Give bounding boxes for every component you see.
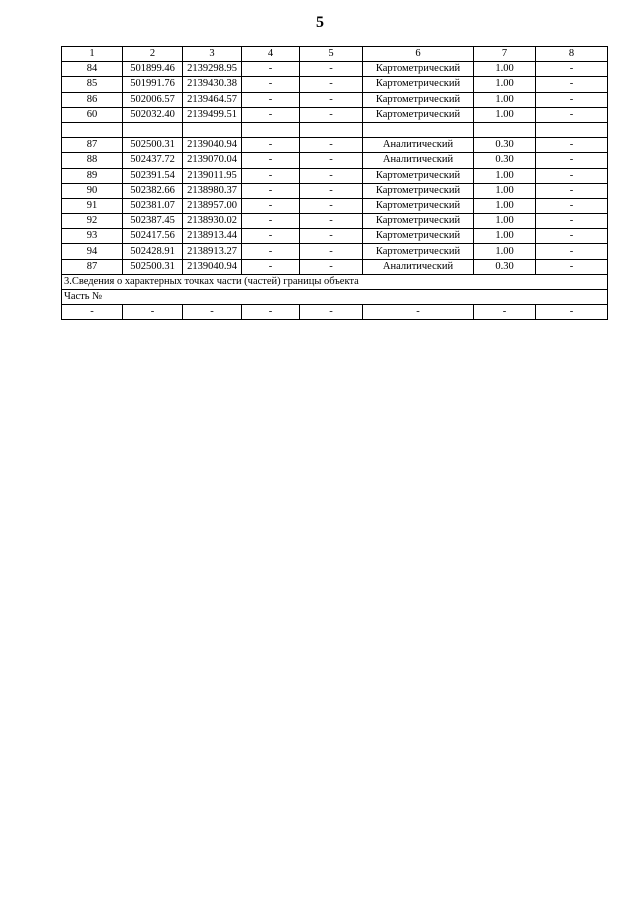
table-cell: - xyxy=(242,259,300,274)
table-cell: - xyxy=(536,92,608,107)
table-cell: 92 xyxy=(62,214,123,229)
table-cell: - xyxy=(242,77,300,92)
coordinates-table-body xyxy=(62,47,608,320)
empty-cell xyxy=(242,122,300,137)
table-row xyxy=(62,107,608,122)
header-cell: 4 xyxy=(242,47,300,62)
table-cell: - xyxy=(300,244,363,259)
table-cell: 0.30 xyxy=(474,138,536,153)
table-cell: 2139040.94 xyxy=(183,138,242,153)
table-cell: 93 xyxy=(62,229,123,244)
empty-cell xyxy=(183,122,242,137)
empty-cell xyxy=(474,122,536,137)
table-cell: 2139464.57 xyxy=(183,92,242,107)
table-row xyxy=(62,259,608,274)
table-cell: 1.00 xyxy=(474,183,536,198)
table-cell: - xyxy=(242,198,300,213)
section-title: 3.Сведения о характерных точках части (частей) границы объекта xyxy=(62,274,608,289)
table-cell: - xyxy=(242,107,300,122)
table-cell: - xyxy=(300,183,363,198)
header-cell: 3 xyxy=(183,47,242,62)
page-number: 5 xyxy=(316,14,324,31)
table-cell: 60 xyxy=(62,107,123,122)
table-cell: - xyxy=(242,168,300,183)
table-cell: - xyxy=(300,198,363,213)
table-cell: Картометрический xyxy=(363,168,474,183)
table-cell: Картометрический xyxy=(363,198,474,213)
table-cell: - xyxy=(300,92,363,107)
table-cell: 87 xyxy=(62,259,123,274)
table-cell: 2138913.27 xyxy=(183,244,242,259)
table-cell: - xyxy=(242,183,300,198)
table-cell: 1.00 xyxy=(474,77,536,92)
table-cell: - xyxy=(536,198,608,213)
table-cell: - xyxy=(536,77,608,92)
table-cell: 94 xyxy=(62,244,123,259)
table-cell: 1.00 xyxy=(474,198,536,213)
table-cell: 1.00 xyxy=(474,229,536,244)
empty-cell xyxy=(62,122,123,137)
table-cell: 86 xyxy=(62,92,123,107)
table-cell: 2138957.00 xyxy=(183,198,242,213)
table-cell: 1.00 xyxy=(474,62,536,77)
table-cell: - xyxy=(300,259,363,274)
table-cell: 2139040.94 xyxy=(183,259,242,274)
table-cell: 2139499.51 xyxy=(183,107,242,122)
table-cell: 1.00 xyxy=(474,168,536,183)
table-cell: - xyxy=(536,229,608,244)
table-cell: 502500.31 xyxy=(123,259,183,274)
table-cell: - xyxy=(300,138,363,153)
table-cell: 2139298.95 xyxy=(183,62,242,77)
table-cell: - xyxy=(536,107,608,122)
table-cell: - xyxy=(536,244,608,259)
table-row xyxy=(62,214,608,229)
table-cell: 502391.54 xyxy=(123,168,183,183)
table-cell: - xyxy=(536,259,608,274)
table-cell: Картометрический xyxy=(363,107,474,122)
table-cell: Аналитический xyxy=(363,259,474,274)
table-cell: - xyxy=(242,92,300,107)
table-cell: - xyxy=(300,305,363,320)
table-cell: - xyxy=(536,138,608,153)
table-cell: 502382.66 xyxy=(123,183,183,198)
table-cell: - xyxy=(242,305,300,320)
table-cell: - xyxy=(474,305,536,320)
header-row xyxy=(62,47,608,62)
table-cell: 1.00 xyxy=(474,107,536,122)
table-cell: 91 xyxy=(62,198,123,213)
table-cell: - xyxy=(300,77,363,92)
table-cell: 1.00 xyxy=(474,214,536,229)
table-cell: - xyxy=(300,168,363,183)
table-cell: - xyxy=(300,62,363,77)
table-cell: 502437.72 xyxy=(123,153,183,168)
table-cell: - xyxy=(536,183,608,198)
table-cell: - xyxy=(242,229,300,244)
header-cell: 5 xyxy=(300,47,363,62)
table-cell: Картометрический xyxy=(363,229,474,244)
table-cell: 502032.40 xyxy=(123,107,183,122)
table-cell: - xyxy=(123,305,183,320)
table-cell: Аналитический xyxy=(363,138,474,153)
table-row xyxy=(62,138,608,153)
table-cell: - xyxy=(536,305,608,320)
coordinates-table xyxy=(61,46,608,320)
table-cell: 502428.91 xyxy=(123,244,183,259)
table-cell: 502500.31 xyxy=(123,138,183,153)
table-cell: 88 xyxy=(62,153,123,168)
empty-separator-row xyxy=(62,122,608,137)
header-cell: 2 xyxy=(123,47,183,62)
part-label-row xyxy=(62,290,608,305)
table-row xyxy=(62,198,608,213)
table-cell: - xyxy=(300,229,363,244)
table-row xyxy=(62,92,608,107)
table-cell: - xyxy=(242,62,300,77)
table-cell: - xyxy=(242,244,300,259)
table-cell: - xyxy=(536,62,608,77)
table-cell: - xyxy=(300,153,363,168)
table-cell: 0.30 xyxy=(474,259,536,274)
table-cell: 2139070.04 xyxy=(183,153,242,168)
table-row xyxy=(62,305,608,320)
table-row xyxy=(62,62,608,77)
table-cell: Картометрический xyxy=(363,183,474,198)
table-row xyxy=(62,153,608,168)
empty-cell xyxy=(536,122,608,137)
table-cell: 2139430.38 xyxy=(183,77,242,92)
table-cell: 90 xyxy=(62,183,123,198)
table-cell: 85 xyxy=(62,77,123,92)
table-row xyxy=(62,77,608,92)
header-cell: 1 xyxy=(62,47,123,62)
table-cell: 502417.56 xyxy=(123,229,183,244)
table-cell: 2138980.37 xyxy=(183,183,242,198)
table-cell: 87 xyxy=(62,138,123,153)
table-cell: - xyxy=(62,305,123,320)
table-cell: - xyxy=(536,168,608,183)
table-cell: 502006.57 xyxy=(123,92,183,107)
table-cell: Картометрический xyxy=(363,214,474,229)
table-cell: 501899.46 xyxy=(123,62,183,77)
empty-cell xyxy=(300,122,363,137)
table-cell: - xyxy=(242,214,300,229)
section-title-row xyxy=(62,274,608,289)
table-cell: Картометрический xyxy=(363,92,474,107)
table-cell: - xyxy=(536,153,608,168)
table-cell: - xyxy=(300,107,363,122)
table-cell: - xyxy=(183,305,242,320)
table-cell: Картометрический xyxy=(363,62,474,77)
table-row xyxy=(62,244,608,259)
part-label: Часть № xyxy=(62,290,608,305)
table-cell: 89 xyxy=(62,168,123,183)
table-cell: 1.00 xyxy=(474,92,536,107)
table-row xyxy=(62,229,608,244)
table-cell: - xyxy=(242,138,300,153)
table-cell: 502387.45 xyxy=(123,214,183,229)
table-cell: 502381.07 xyxy=(123,198,183,213)
table-cell: 0.30 xyxy=(474,153,536,168)
empty-cell xyxy=(123,122,183,137)
table-cell: 84 xyxy=(62,62,123,77)
table-cell: - xyxy=(242,153,300,168)
table-cell: Картометрический xyxy=(363,77,474,92)
table-cell: - xyxy=(300,214,363,229)
table-cell: 501991.76 xyxy=(123,77,183,92)
empty-cell xyxy=(363,122,474,137)
table-row xyxy=(62,183,608,198)
table-cell: 2139011.95 xyxy=(183,168,242,183)
header-cell: 7 xyxy=(474,47,536,62)
table-cell: - xyxy=(536,214,608,229)
header-cell: 8 xyxy=(536,47,608,62)
header-cell: 6 xyxy=(363,47,474,62)
table-cell: Картометрический xyxy=(363,244,474,259)
table-cell: 2138930.02 xyxy=(183,214,242,229)
table-cell: Аналитический xyxy=(363,153,474,168)
table-cell: - xyxy=(363,305,474,320)
table-row xyxy=(62,168,608,183)
table-cell: 1.00 xyxy=(474,244,536,259)
table-cell: 2138913.44 xyxy=(183,229,242,244)
